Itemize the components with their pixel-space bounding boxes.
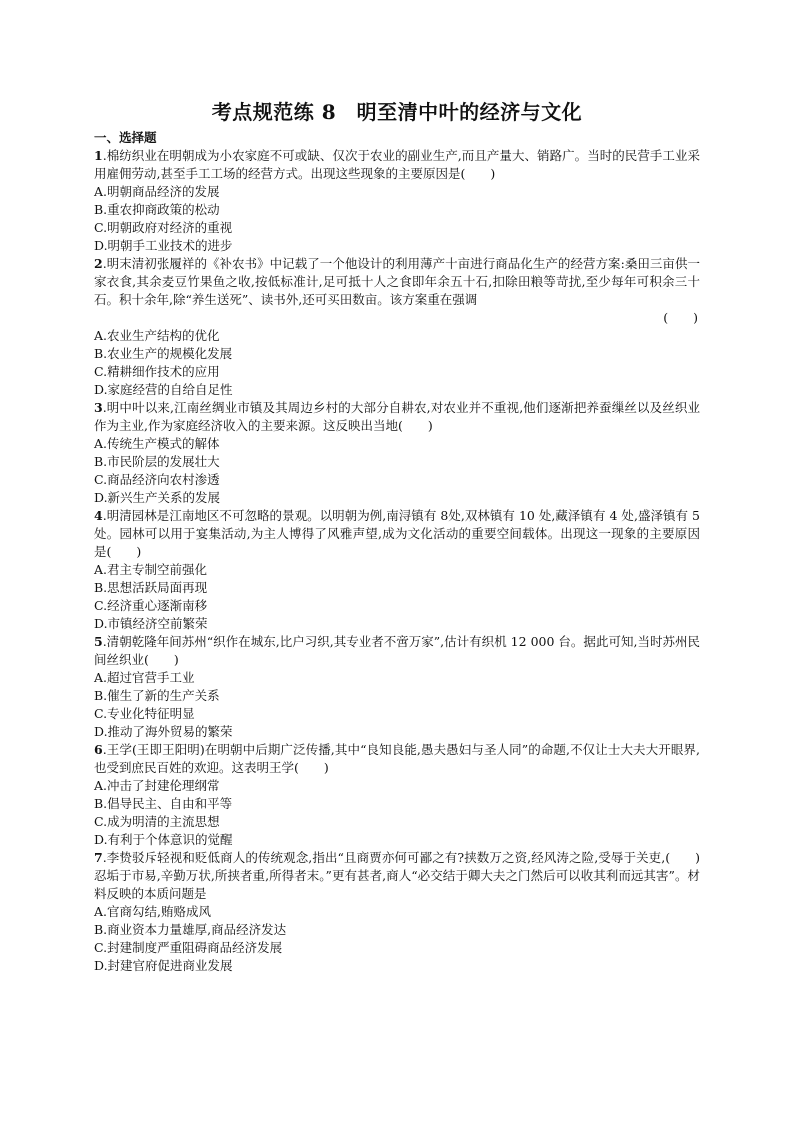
option-c[interactable]: C.明朝政府对经济的重视 [94, 220, 233, 235]
question-text: .明末清初张履祥的《补农书》中记载了一个他设计的利用薄产十亩进行商品化生产的经营方案:桑田三亩供一家衣食,其余麦豆竹果鱼之收,按低标准计,足可抵十人之食即年余五十石,扣除田粮等苛扰,至少每年可积余三十石。积十余年,除“养生送死”、读书外,还可买田数亩。该方案重在强调 [94, 256, 700, 307]
option-c[interactable]: C.商品经济向农村渗透 [94, 472, 220, 487]
option-b[interactable]: B.市民阶层的发展壮大 [94, 454, 220, 469]
option-b[interactable]: B.思想活跃局面再现 [94, 580, 208, 595]
question-number: 4 [94, 508, 103, 523]
question-stem [94, 741, 700, 777]
question-3 [94, 399, 700, 507]
option-list [94, 183, 700, 255]
question-5 [94, 633, 700, 741]
option-a[interactable]: A.农业生产结构的优化 [94, 328, 220, 343]
question-stem [94, 507, 700, 561]
option-list [94, 669, 700, 741]
option-d[interactable]: D.有利于个体意识的觉醒 [94, 832, 233, 847]
question-stem [94, 147, 700, 183]
question-number: 5 [94, 634, 103, 649]
question-1 [94, 147, 700, 255]
option-d[interactable]: D.家庭经营的自给自足性 [94, 382, 233, 397]
page-title: 考点规范练 8 明至清中叶的经济与文化 [211, 100, 583, 124]
option-a[interactable]: A.冲击了封建伦理纲常 [94, 778, 220, 793]
question-number: 6 [94, 742, 103, 757]
question-7 [94, 849, 700, 975]
option-a[interactable]: A.君主专制空前强化 [94, 562, 208, 577]
option-c[interactable]: C.专业化特征明显 [94, 706, 195, 721]
option-d[interactable]: D.明朝手工业技术的进步 [94, 238, 233, 253]
option-list [94, 777, 700, 849]
option-d[interactable]: D.新兴生产关系的发展 [94, 490, 221, 505]
question-text: .清朝乾隆年间苏州“织作在城东,比户习织,其专业者不啻万家”,估计有织机 12 000 台。据此可知,当时苏州民间丝织业( ) [94, 634, 700, 667]
question-text: .棉纺织业在明朝成为小农家庭不可或缺、仅次于农业的副业生产,而且产量大、销路广。当时的民营手工业采用雇佣劳动,甚至手工工场的经营方式。出现这些现象的主要原因是( ) [94, 148, 700, 181]
question-text: .李贽驳斥轻视和贬低商人的传统观念,指出“且商贾亦何可鄙之有?挟数万之资,经风涛之险,受辱于关吏,忍垢于市易,辛勤万状,所挟者重,所得者末。”更有甚者,商人“必交结于卿大夫之门然后可以收其利而远其害”。材料反映的本质问题是 [94, 850, 700, 901]
question-stem [94, 399, 700, 435]
question-text: .明中叶以来,江南丝绸业市镇及其周边乡村的大部分自耕农,对农业并不重视,他们逐渐把养蚕缫丝以及丝织业作为主业,作为家庭经济收入的主要来源。这反映出当地( ) [94, 400, 700, 433]
question-stem [94, 255, 700, 309]
question-number: 7 [94, 850, 103, 865]
option-d[interactable]: D.推动了海外贸易的繁荣 [94, 724, 233, 739]
option-b[interactable]: B.重农抑商政策的松动 [94, 202, 220, 217]
option-a[interactable]: A.官商勾结,贿赂成风 [94, 904, 211, 919]
answer-bracket: ( ) [663, 310, 698, 325]
question-stem [94, 633, 700, 669]
option-a[interactable]: A.明朝商品经济的发展 [94, 184, 220, 199]
question-number: 2 [94, 256, 103, 271]
option-list [94, 561, 700, 633]
option-list [94, 435, 700, 507]
option-c[interactable]: C.成为明清的主流思想 [94, 814, 220, 829]
option-d[interactable]: D.市镇经济空前繁荣 [94, 616, 208, 631]
option-list [94, 903, 700, 975]
option-list [94, 327, 700, 399]
question-text: .王学(王即王阳明)在明朝中后期广泛传播,其中“良知良能,愚夫愚妇与圣人同”的命题,不仅让士大夫大开眼界,也受到庶民百姓的欢迎。这表明王学( ) [94, 742, 700, 775]
option-c[interactable]: C.封建制度严重阻碍商品经济发展 [94, 940, 283, 955]
question-4 [94, 507, 700, 633]
option-b[interactable]: B.商业资本力量雄厚,商品经济发达 [94, 922, 287, 937]
question-stem [94, 849, 700, 903]
option-b[interactable]: B.催生了新的生产关系 [94, 688, 220, 703]
question-number: 1 [94, 148, 103, 163]
question-number: 3 [94, 400, 103, 415]
question-2 [94, 255, 700, 399]
section-heading: 一、选择题 [94, 130, 157, 145]
option-d[interactable]: D.封建官府促进商业发展 [94, 958, 233, 973]
question-6 [94, 741, 700, 849]
answer-bracket: ( ) [665, 850, 700, 865]
option-c[interactable]: C.精耕细作技术的应用 [94, 364, 220, 379]
option-a[interactable]: A.超过官营手工业 [94, 670, 195, 685]
option-a[interactable]: A.传统生产模式的解体 [94, 436, 220, 451]
option-c[interactable]: C.经济重心逐渐南移 [94, 598, 208, 613]
question-text: .明清园林是江南地区不可忽略的景观。以明朝为例,南浔镇有 8处,双林镇有 10 处,藏泽镇有 4 处,盛泽镇有 5处。园林可以用于宴集活动,为主人博得了风雅声望,成为文化活动的重要空间载体。出现这一现象的主要原因是( ) [94, 508, 700, 559]
option-b[interactable]: B.农业生产的规模化发展 [94, 346, 233, 361]
option-b[interactable]: B.倡导民主、自由和平等 [94, 796, 233, 811]
